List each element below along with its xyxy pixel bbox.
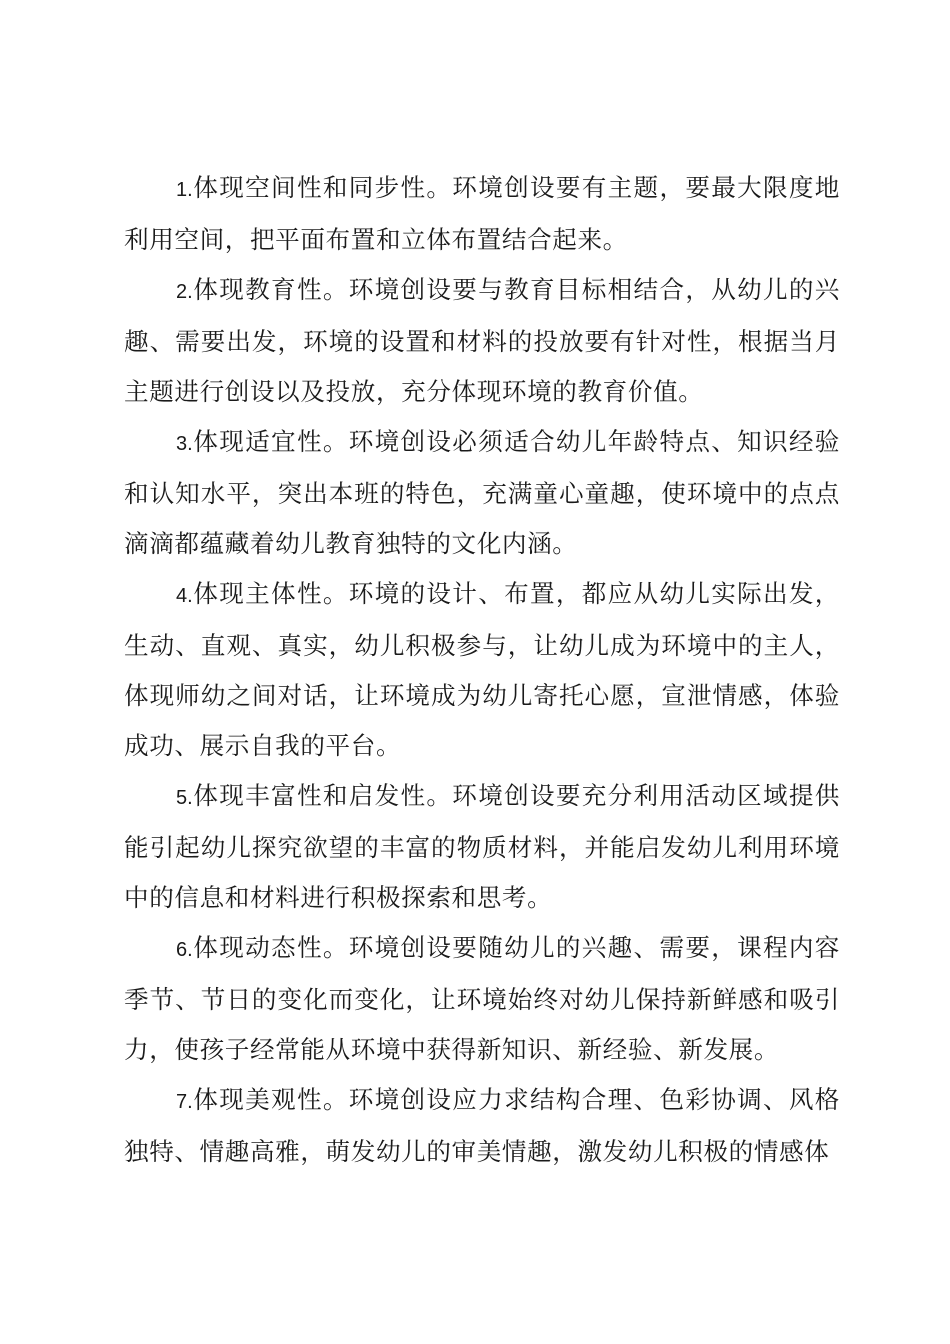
paragraph-text: 体现美观性。环境创设应力求结构合理、色彩协调、风格独特、情趣高雅，萌发幼儿的审美情趣，激发幼儿积极的情感体 bbox=[124, 1085, 840, 1166]
paragraph-number: 6. bbox=[176, 939, 193, 961]
document-body bbox=[124, 163, 840, 1177]
paragraph-text: 体现空间性和同步性。环境创设要有主题，要最大限度地利用空间，把平面布置和立体布置结合起来。 bbox=[124, 173, 840, 254]
paragraph-1 bbox=[124, 163, 840, 265]
paragraph-7 bbox=[124, 1075, 840, 1177]
paragraph-number: 7. bbox=[176, 1091, 193, 1113]
paragraph-number: 1. bbox=[176, 179, 193, 201]
paragraph-number: 5. bbox=[176, 787, 193, 809]
paragraph-text: 体现主体性。环境的设计、布置，都应从幼儿实际出发，生动、直观、真实，幼儿积极参与，让幼儿成为环境中的主人，体现师幼之间对话，让环境成为幼儿寄托心愿，宣泄情感，体验成功、展示自我的平台。 bbox=[124, 579, 840, 760]
paragraph-3 bbox=[124, 417, 840, 569]
paragraph-text: 体现动态性。环境创设要随幼儿的兴趣、需要，课程内容季节、节日的变化而变化，让环境始终对幼儿保持新鲜感和吸引力，使孩子经常能从环境中获得新知识、新经验、新发展。 bbox=[124, 933, 840, 1064]
paragraph-4 bbox=[124, 569, 840, 771]
paragraph-number: 2. bbox=[176, 281, 193, 303]
paragraph-2 bbox=[124, 265, 840, 417]
paragraph-text: 体现教育性。环境创设要与教育目标相结合，从幼儿的兴趣、需要出发，环境的设置和材料的投放要有针对性，根据当月主题进行创设以及投放，充分体现环境的教育价值。 bbox=[124, 275, 840, 406]
paragraph-6 bbox=[124, 923, 840, 1075]
paragraph-5 bbox=[124, 771, 840, 923]
paragraph-text: 体现适宜性。环境创设必须适合幼儿年龄特点、知识经验和认知水平，突出本班的特色，充满童心童趣，使环境中的点点滴滴都蕴藏着幼儿教育独特的文化内涵。 bbox=[124, 427, 840, 558]
paragraph-number: 3. bbox=[176, 433, 193, 455]
paragraph-number: 4. bbox=[176, 585, 193, 607]
paragraph-text: 体现丰富性和启发性。环境创设要充分利用活动区域提供能引起幼儿探究欲望的丰富的物质材料，并能启发幼儿利用环境中的信息和材料进行积极探索和思考。 bbox=[124, 781, 840, 912]
